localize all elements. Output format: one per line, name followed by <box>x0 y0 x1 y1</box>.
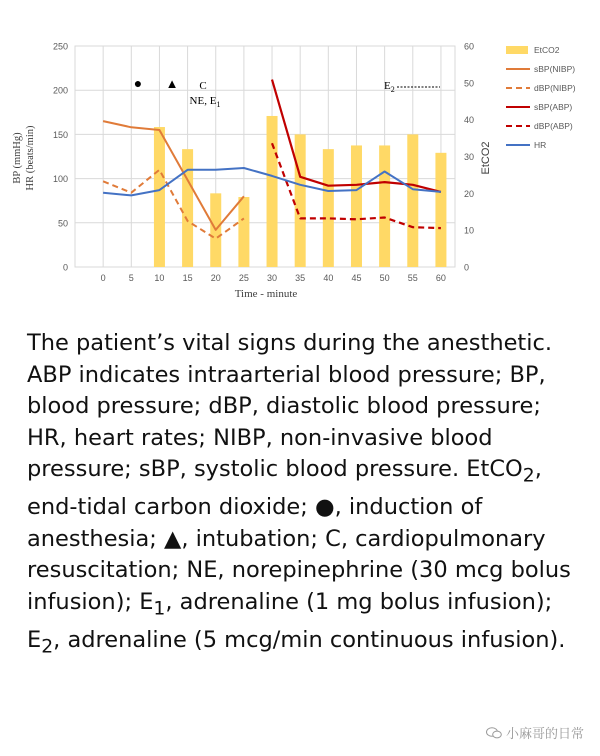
y-left-tick-label: 200 <box>52 85 68 96</box>
x-tick-label: 0 <box>100 273 106 283</box>
y-right-tick-label: 40 <box>464 115 475 126</box>
caption-intubation-icon: ▲ <box>164 525 182 552</box>
etco2-bar <box>154 127 165 267</box>
etco2-bar <box>267 116 278 267</box>
y-left-tick-label: 150 <box>52 129 68 140</box>
y-right-tick-label: 50 <box>464 78 475 89</box>
legend <box>506 45 576 150</box>
x-tick-label: 45 <box>351 273 362 283</box>
caption-part-2: , end-tidal carbon dioxide; <box>27 456 542 520</box>
legend-label: HR <box>534 140 547 150</box>
legend-label: EtCO2 <box>534 45 560 55</box>
legend-label: dBP(NIBP) <box>534 83 576 93</box>
watermark <box>486 723 584 742</box>
plot-area-border <box>75 46 455 267</box>
x-tick-label: 15 <box>182 273 193 283</box>
etco2-bar <box>238 197 249 267</box>
x-tick-label: 5 <box>128 273 134 283</box>
y-right-tick-label: 10 <box>464 225 475 236</box>
y-right-tick-label: 0 <box>464 262 470 273</box>
x-tick-label: 50 <box>379 273 390 283</box>
y-left-tick-label: 250 <box>52 41 68 52</box>
e2-marker: $E_2$ <box>384 80 395 94</box>
caption-induction-icon: ● <box>314 494 335 520</box>
caption-part-4: , intubation; C, cardiopulmonary resuscitation; NE, norepinephrine (30 mcg bolus infusion); E <box>27 525 571 615</box>
etco2-bar <box>323 149 334 267</box>
x-tick-label: 55 <box>407 273 418 283</box>
etco2-bar <box>407 134 418 267</box>
intubation-marker: ▲ <box>165 76 179 91</box>
y-axis-left-title-hr: HR (beats/min) <box>25 125 36 191</box>
x-tick-label: 10 <box>154 273 165 283</box>
caption-part-1: The patient’s vital signs during the anesthetic. ABP indicates intraarterial blood pressure; BP, blood pressure; dBP, diastolic blood pressure; HR, heart rates; NIBP, non-invasive blood pressure; sBP, systolic blood pressure. EtCO <box>27 330 553 482</box>
legend-swatch-etco2 <box>506 46 528 54</box>
caption-sub-2a: 2 <box>522 465 535 487</box>
grid-lines <box>75 46 455 267</box>
x-axis-title: Time - minute <box>234 288 298 300</box>
wechat-icon <box>486 727 502 739</box>
y-left-tick-label: 100 <box>52 174 68 185</box>
y-axis-left-title-bp: BP (mmHg) <box>12 132 23 184</box>
etco2-bar <box>351 145 362 267</box>
etco2-bars <box>154 116 446 267</box>
x-tick-label: 35 <box>295 273 306 283</box>
legend-label: sBP(NIBP) <box>534 64 576 74</box>
watermark-text: 小麻哥的日常 <box>505 727 584 742</box>
figure-caption <box>27 328 587 663</box>
x-tick-label: 30 <box>267 273 278 283</box>
etco2-bar <box>295 134 306 267</box>
vital-signs-chart <box>0 0 600 310</box>
caption-part-3: , induction of anesthesia; <box>27 494 483 552</box>
y-left-tick-label: 50 <box>57 218 68 229</box>
x-tick-label: 60 <box>435 273 446 283</box>
caption-part-5: , adrenaline (1 mg bolus infusion); E <box>27 588 553 653</box>
y-right-tick-label: 30 <box>464 152 475 162</box>
ne-e1-marker: NE, $E_1$ <box>189 95 221 109</box>
etco2-bar <box>379 145 390 267</box>
caption-part-6: , adrenaline (5 mcg/min continuous infusion). <box>53 626 566 653</box>
etco2-bar <box>182 149 193 267</box>
etco2-bar <box>435 153 446 267</box>
x-tick-label: 20 <box>210 273 221 283</box>
cpr-marker: C <box>199 80 207 92</box>
caption-sub-1: 1 <box>153 598 166 619</box>
x-tick-label: 40 <box>323 273 334 283</box>
y-right-tick-label: 20 <box>464 188 475 199</box>
y-left-tick-label: 0 <box>62 262 68 273</box>
y-axis-right-title: EtCO2 <box>480 141 492 175</box>
y-right-tick-label: 60 <box>464 41 475 52</box>
induction-marker: ● <box>133 75 143 91</box>
series-line-sbp-nibp- <box>103 121 244 230</box>
legend-label: dBP(ABP) <box>534 121 573 131</box>
legend-label: sBP(ABP) <box>534 102 573 112</box>
caption-sub-2b: 2 <box>41 636 54 657</box>
x-tick-label: 25 <box>238 273 249 283</box>
